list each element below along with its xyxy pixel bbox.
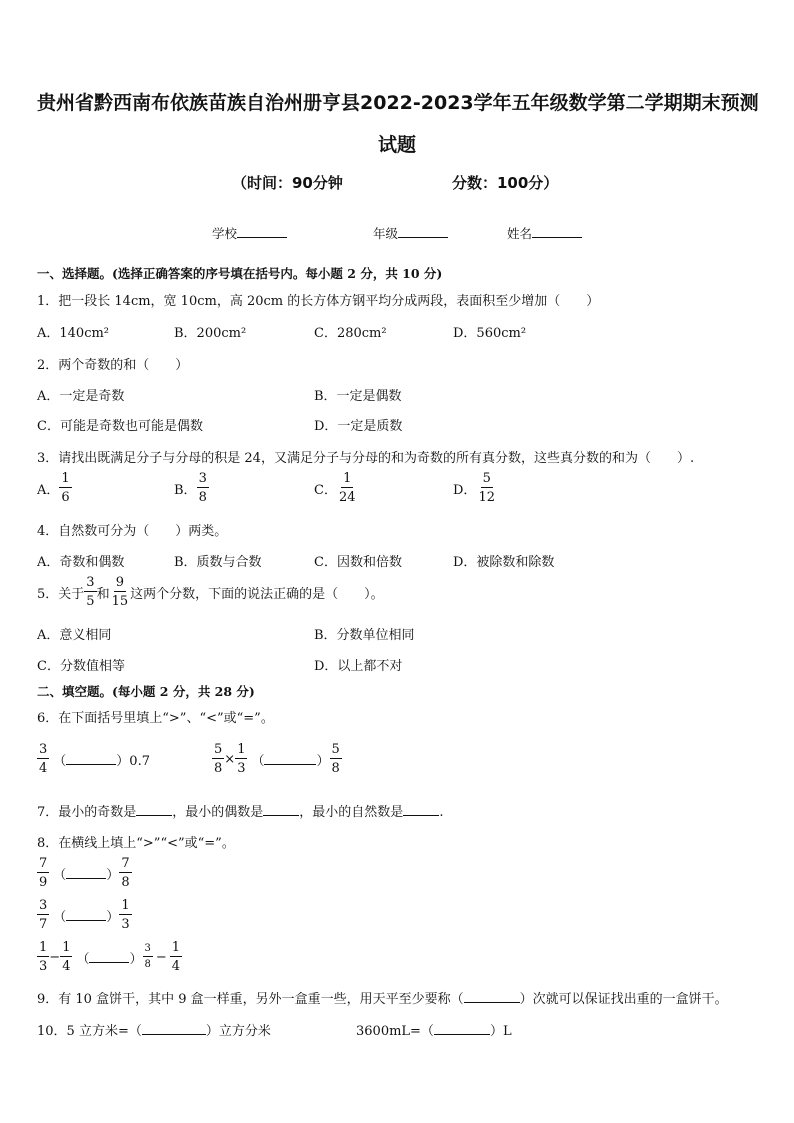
q8-r1-fraction-b xyxy=(119,857,131,889)
numerator: 1 xyxy=(39,940,48,955)
numerator: 3 xyxy=(143,944,153,957)
numerator: 1 xyxy=(343,471,352,486)
q7-blank-1[interactable] xyxy=(136,805,172,816)
q4-stem: 4．自然数可分为（ ）两类。 xyxy=(37,524,228,539)
q6-e1-end: ）0.7 xyxy=(116,753,150,769)
numerator: 7 xyxy=(39,856,48,871)
section2-heading: 二、填空题。(每小题 2 分，共 28 分) xyxy=(37,684,255,699)
denominator: 4 xyxy=(39,761,48,776)
q8-r1-fraction-a xyxy=(37,857,49,889)
denominator: 24 xyxy=(338,490,356,505)
denominator: 12 xyxy=(478,490,495,505)
q7-blank-3[interactable] xyxy=(403,805,439,816)
q1-option-d[interactable]: D．560cm² xyxy=(453,326,527,341)
doc-title-line2: 试题 xyxy=(378,134,417,156)
q8-r3-fraction-a xyxy=(37,941,49,973)
q3-option-b-fraction xyxy=(197,472,209,504)
q8-r2-close: ） xyxy=(106,909,120,925)
q2-option-c[interactable]: C．可能是奇数也可能是偶数 xyxy=(37,419,203,434)
numerator: 3 xyxy=(39,898,48,913)
q8-r3-minus: − xyxy=(49,949,61,965)
q2-option-b[interactable]: B．一定是偶数 xyxy=(314,389,402,404)
q10-b-text2: ）L xyxy=(489,1024,512,1039)
q5-option-a[interactable]: A．意义相同 xyxy=(37,628,112,643)
denominator: 8 xyxy=(331,761,340,776)
denominator: 4 xyxy=(171,959,181,974)
q6-e2-close: ） xyxy=(316,753,330,769)
q7-part4: . xyxy=(439,805,444,820)
q10-blank-1[interactable] xyxy=(142,1024,206,1035)
q9-part1: 9．有 10 盒饼干，其中 9 盒一样重，另外一盒重一些，用天平至少要称（ xyxy=(37,992,464,1007)
q7-blank-2[interactable] xyxy=(263,805,299,816)
q4-option-c[interactable]: C．因数和倍数 xyxy=(314,555,402,570)
denominator: 8 xyxy=(121,875,130,890)
name-field xyxy=(507,224,582,242)
denominator: 4 xyxy=(62,959,71,974)
q6-e2-open: （ xyxy=(251,753,265,769)
q4-option-b[interactable]: B．质数与合数 xyxy=(174,555,262,570)
q8-r3-fraction-b xyxy=(60,941,72,973)
q8-r1-open: （ xyxy=(53,867,67,883)
denominator: 15 xyxy=(111,594,129,609)
denominator: 3 xyxy=(237,761,246,776)
denominator: 8 xyxy=(214,761,223,776)
q6-stem: 6．在下面括号里填上“>”、“<”或“=”。 xyxy=(37,711,274,726)
q3-option-c[interactable] xyxy=(314,472,358,504)
q3-option-a[interactable] xyxy=(37,472,72,504)
q1-stem: 1．把一段长 14cm，宽 10cm，高 20cm 的长方体方钢平均分成两段，表面积至少增加（ ） xyxy=(37,294,600,309)
q6-e1-open: （ xyxy=(53,753,67,769)
numerator: 5 xyxy=(214,742,223,757)
numerator: 3 xyxy=(198,471,207,486)
q8-r3-open: （ xyxy=(76,951,90,967)
q6-expression-1 xyxy=(37,743,150,775)
q4-option-d[interactable]: D．被除数和除数 xyxy=(453,555,555,570)
exam-time: （时间：90分钟 xyxy=(232,174,343,192)
q6-e2-times: × xyxy=(224,751,236,767)
q8-r2-fraction-b xyxy=(119,899,131,931)
q9 xyxy=(37,988,728,1007)
doc-title-line1: 贵州省黔西南布依族苗族自治州册亨县2022-2023学年五年级数学第二学期期末预测 xyxy=(37,92,759,114)
q3-option-c-fraction xyxy=(337,472,358,504)
q10-a-text2: ）立方分米 xyxy=(205,1024,271,1039)
denominator: 6 xyxy=(61,490,70,505)
denominator: 8 xyxy=(144,959,151,970)
q8-row-2 xyxy=(37,899,132,931)
q3-option-d-label: D． xyxy=(453,482,477,498)
q6-expression-2 xyxy=(212,743,342,775)
q9-part2: ）次就可以保证找出重的一盒饼干。 xyxy=(519,992,728,1007)
q5-stem xyxy=(37,576,384,608)
q1-option-c[interactable]: C．280cm² xyxy=(314,326,387,341)
grade-blank[interactable] xyxy=(398,225,448,238)
q6-e2-fraction-b xyxy=(235,743,247,775)
q3-stem: 3．请找出既满足分子与分母的积是 24，又满足分子与分母的和为奇数的所有真分数，这些真分数的和为（ ）. xyxy=(37,451,695,466)
numerator: 1 xyxy=(237,742,246,757)
q8-r2-fraction-a xyxy=(37,899,49,931)
q5-stem-pre: 5．关于 xyxy=(37,586,85,602)
q2-option-d[interactable]: D．一定是质数 xyxy=(314,419,403,434)
q6-e2-blank[interactable] xyxy=(264,754,316,765)
exam-score: 分数：100分） xyxy=(452,174,559,192)
name-label: 姓名 xyxy=(507,226,533,241)
q6-e1-blank[interactable] xyxy=(66,754,116,765)
numerator: 1 xyxy=(121,898,130,913)
q5-stem-post: 这两个分数，下面的说法正确的是（ ）。 xyxy=(130,586,384,602)
q3-option-b[interactable] xyxy=(174,472,209,504)
q8-r3-fraction-c xyxy=(143,944,153,970)
q5-fraction-1 xyxy=(84,576,96,608)
denominator: 9 xyxy=(39,875,48,890)
q8-r2-blank[interactable] xyxy=(66,910,106,921)
q10-part-a xyxy=(37,1020,271,1039)
denominator: 3 xyxy=(39,959,48,974)
q8-r1-blank[interactable] xyxy=(66,868,106,879)
school-blank[interactable] xyxy=(237,225,287,238)
q2-stem: 2．两个奇数的和（ ） xyxy=(37,358,189,373)
q7-part3: ，最小的自然数是 xyxy=(299,805,404,820)
q1-option-a[interactable]: A．140cm² xyxy=(37,326,110,341)
q5-option-b[interactable]: B．分数单位相同 xyxy=(314,628,415,643)
q6-e2-fraction-c xyxy=(330,743,342,775)
q7-part2: ，最小的偶数是 xyxy=(172,805,264,820)
q10-a-text1: 10．5 立方米=（ xyxy=(37,1024,142,1039)
q7 xyxy=(37,801,443,820)
q3-option-c-label: C． xyxy=(314,482,337,498)
numerator: 5 xyxy=(482,471,491,486)
q3-option-b-label: B． xyxy=(174,482,197,498)
q10-part-b xyxy=(356,1020,512,1039)
numerator: 1 xyxy=(62,940,71,955)
name-blank[interactable] xyxy=(532,225,582,238)
q2-option-a[interactable]: A．一定是奇数 xyxy=(37,389,125,404)
section1-heading: 一、选择题。(选择正确答案的序号填在括号内。每小题 2 分，共 10 分) xyxy=(37,266,443,281)
q3-option-d[interactable] xyxy=(453,472,497,504)
q8-stem: 8．在横线上填上“>”“<”或“=”。 xyxy=(37,836,235,851)
q4-option-a[interactable]: A．奇数和偶数 xyxy=(37,555,125,570)
numerator: 9 xyxy=(115,575,124,590)
q1-option-b[interactable]: B．200cm² xyxy=(174,326,247,341)
numerator: 5 xyxy=(331,742,340,757)
q6-e1-fraction xyxy=(37,743,49,775)
school-field xyxy=(212,224,287,242)
numerator: 3 xyxy=(39,742,48,757)
q5-option-d[interactable]: D．以上都不对 xyxy=(314,659,403,674)
q5-fraction-2 xyxy=(110,576,131,608)
denominator: 7 xyxy=(39,917,48,932)
school-label: 学校 xyxy=(212,226,238,241)
q10-b-text1: 3600mL=（ xyxy=(356,1024,434,1039)
q3-option-a-label: A． xyxy=(37,482,60,498)
denominator: 5 xyxy=(86,594,95,609)
q8-r2-open: （ xyxy=(53,909,67,925)
q8-r3-blank[interactable] xyxy=(89,952,129,963)
denominator: 8 xyxy=(198,490,207,505)
q7-part1: 7．最小的奇数是 xyxy=(37,805,137,820)
q8-r3-minus-2: − xyxy=(155,949,167,965)
grade-label: 年级 xyxy=(373,226,399,241)
q8-r3-fraction-d xyxy=(170,941,182,973)
grade-field xyxy=(373,224,448,242)
q3-option-d-fraction xyxy=(476,472,497,504)
q8-r1-close: ） xyxy=(106,867,120,883)
q8-r3-close: ） xyxy=(129,951,143,967)
q8-row-3 xyxy=(37,941,182,973)
numerator: 1 xyxy=(171,940,181,955)
numerator: 1 xyxy=(61,471,70,486)
q5-option-c[interactable]: C．分数值相等 xyxy=(37,659,125,674)
numerator: 3 xyxy=(86,575,95,590)
q10-blank-2[interactable] xyxy=(434,1024,490,1035)
q8-row-1 xyxy=(37,857,132,889)
numerator: 7 xyxy=(121,856,130,871)
q3-option-a-fraction xyxy=(59,472,71,504)
denominator: 3 xyxy=(121,917,130,932)
q6-e2-fraction-a xyxy=(212,743,224,775)
q5-stem-mid: 和 xyxy=(96,586,110,602)
q9-blank[interactable] xyxy=(464,992,520,1003)
